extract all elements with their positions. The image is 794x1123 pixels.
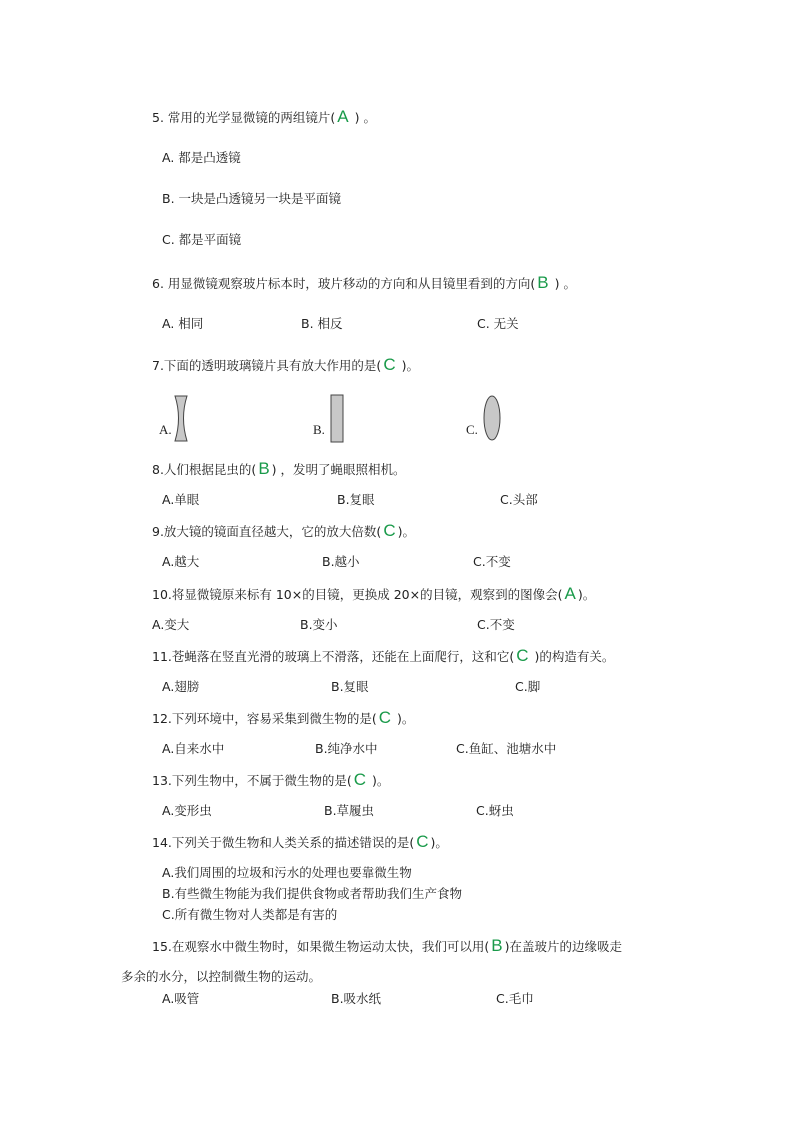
answer-mark: C — [416, 832, 429, 851]
answer-mark: B — [537, 273, 549, 292]
option-b: B.复眼 — [337, 492, 375, 507]
question-suffix: )。 — [430, 835, 448, 850]
option-a: A.自来水中 — [162, 741, 225, 756]
option-b: B.复眼 — [331, 679, 369, 694]
concave-lens-icon — [175, 396, 187, 441]
question-suffix: )的构造有关。 — [530, 649, 615, 664]
option-c: C.不变 — [473, 554, 511, 569]
question-10 — [152, 585, 595, 604]
option-b: B.变小 — [300, 617, 338, 632]
question-text: 9.放大镜的镜面直径越大，它的放大倍数( — [152, 524, 382, 539]
question-suffix: ) 。 — [550, 276, 576, 291]
question-9 — [152, 522, 415, 541]
option-b: B.有些微生物能为我们提供食物或者帮助我们生产食物 — [162, 886, 463, 901]
question-suffix: )。 — [397, 358, 419, 373]
option-a: A.越大 — [162, 554, 200, 569]
question-suffix: )在盖玻片的边缘吸走 — [504, 939, 622, 954]
question-text: 13.下列生物中，不属于微生物的是( — [152, 773, 352, 788]
answer-mark: C — [516, 646, 529, 665]
question-suffix: )。 — [368, 773, 390, 788]
question-text: 5. 常用的光学显微镜的两组镜片( — [152, 110, 336, 125]
question-11 — [152, 647, 614, 666]
lens-label-c: C. — [466, 422, 478, 437]
question-13 — [152, 771, 389, 790]
question-text: 12.下列环境中，容易采集到微生物的是( — [152, 711, 377, 726]
answer-mark: C — [383, 521, 396, 540]
option-b: B.越小 — [322, 554, 360, 569]
answer-mark: C — [353, 770, 367, 789]
question-text: 10.将显微镜原来标有 10×的目镜，更换成 20×的目镜，观察到的图像会( — [152, 587, 563, 602]
question-suffix: )。 — [577, 587, 596, 602]
lens-figure — [157, 394, 517, 446]
option-b: B. 一块是凸透镜另一块是平面镜 — [162, 191, 342, 206]
option-c: C.所有微生物对人类都是有害的 — [162, 907, 338, 922]
option-a: A.翅膀 — [162, 679, 200, 694]
question-suffix: )。 — [393, 711, 415, 726]
option-c: C. 都是平面镜 — [162, 232, 242, 247]
question-text: 8.人们根据昆虫的( — [152, 462, 257, 477]
option-b: B.吸水纸 — [331, 991, 382, 1006]
option-c: C.蚜虫 — [476, 803, 514, 818]
question-suffix: ) 。 — [350, 110, 376, 125]
question-15-continuation: 多余的水分，以控制微生物的运动。 — [121, 969, 322, 984]
question-7 — [152, 356, 419, 375]
flat-glass-icon — [331, 395, 343, 442]
option-c: C.不变 — [477, 617, 515, 632]
question-text: 14.下列关于微生物和人类关系的描述错误的是( — [152, 835, 415, 850]
option-a: A.变形虫 — [162, 803, 212, 818]
question-suffix: )。 — [397, 524, 415, 539]
option-b: B.草履虫 — [324, 803, 375, 818]
option-c: C.毛巾 — [496, 991, 534, 1006]
answer-mark: A — [337, 107, 349, 126]
option-c: C. 无关 — [477, 316, 519, 331]
question-text: 6. 用显微镜观察玻片标本时，玻片移动的方向和从目镜里看到的方向( — [152, 276, 536, 291]
question-6 — [152, 274, 576, 293]
option-a: A.变大 — [152, 617, 190, 632]
question-8 — [152, 460, 406, 479]
answer-mark: C — [378, 708, 392, 727]
question-14 — [152, 833, 448, 852]
option-c: C.头部 — [500, 492, 538, 507]
answer-mark: A — [564, 584, 576, 603]
question-text: 15.在观察水中微生物时，如果微生物运动太快，我们可以用( — [152, 939, 490, 954]
question-suffix: ) ，发明了蝇眼照相机。 — [271, 462, 406, 477]
option-a: A. 相同 — [162, 316, 204, 331]
lens-label-b: B. — [313, 422, 325, 437]
question-15 — [152, 937, 622, 956]
answer-mark: B — [258, 459, 270, 478]
question-text: 11.苍蝇落在竖直光滑的玻璃上不滑落，还能在上面爬行，这和它( — [152, 649, 515, 664]
convex-lens-icon — [484, 396, 500, 440]
answer-mark: C — [383, 355, 396, 374]
option-a: A.我们周围的垃圾和污水的处理也要靠微生物 — [162, 865, 412, 880]
answer-mark: B — [491, 936, 503, 955]
question-text: 7.下面的透明玻璃镜片具有放大作用的是( — [152, 358, 382, 373]
option-a: A.单眼 — [162, 492, 200, 507]
question-12 — [152, 709, 414, 728]
lens-options — [157, 394, 517, 446]
lens-label-a: A. — [159, 422, 172, 437]
option-b: B. 相反 — [301, 316, 343, 331]
option-a: A.吸管 — [162, 991, 200, 1006]
question-5 — [152, 108, 376, 127]
option-c: C.脚 — [515, 679, 541, 694]
option-b: B.纯净水中 — [315, 741, 378, 756]
option-a: A. 都是凸透镜 — [162, 150, 241, 165]
option-c: C.鱼缸、池塘水中 — [456, 741, 557, 756]
